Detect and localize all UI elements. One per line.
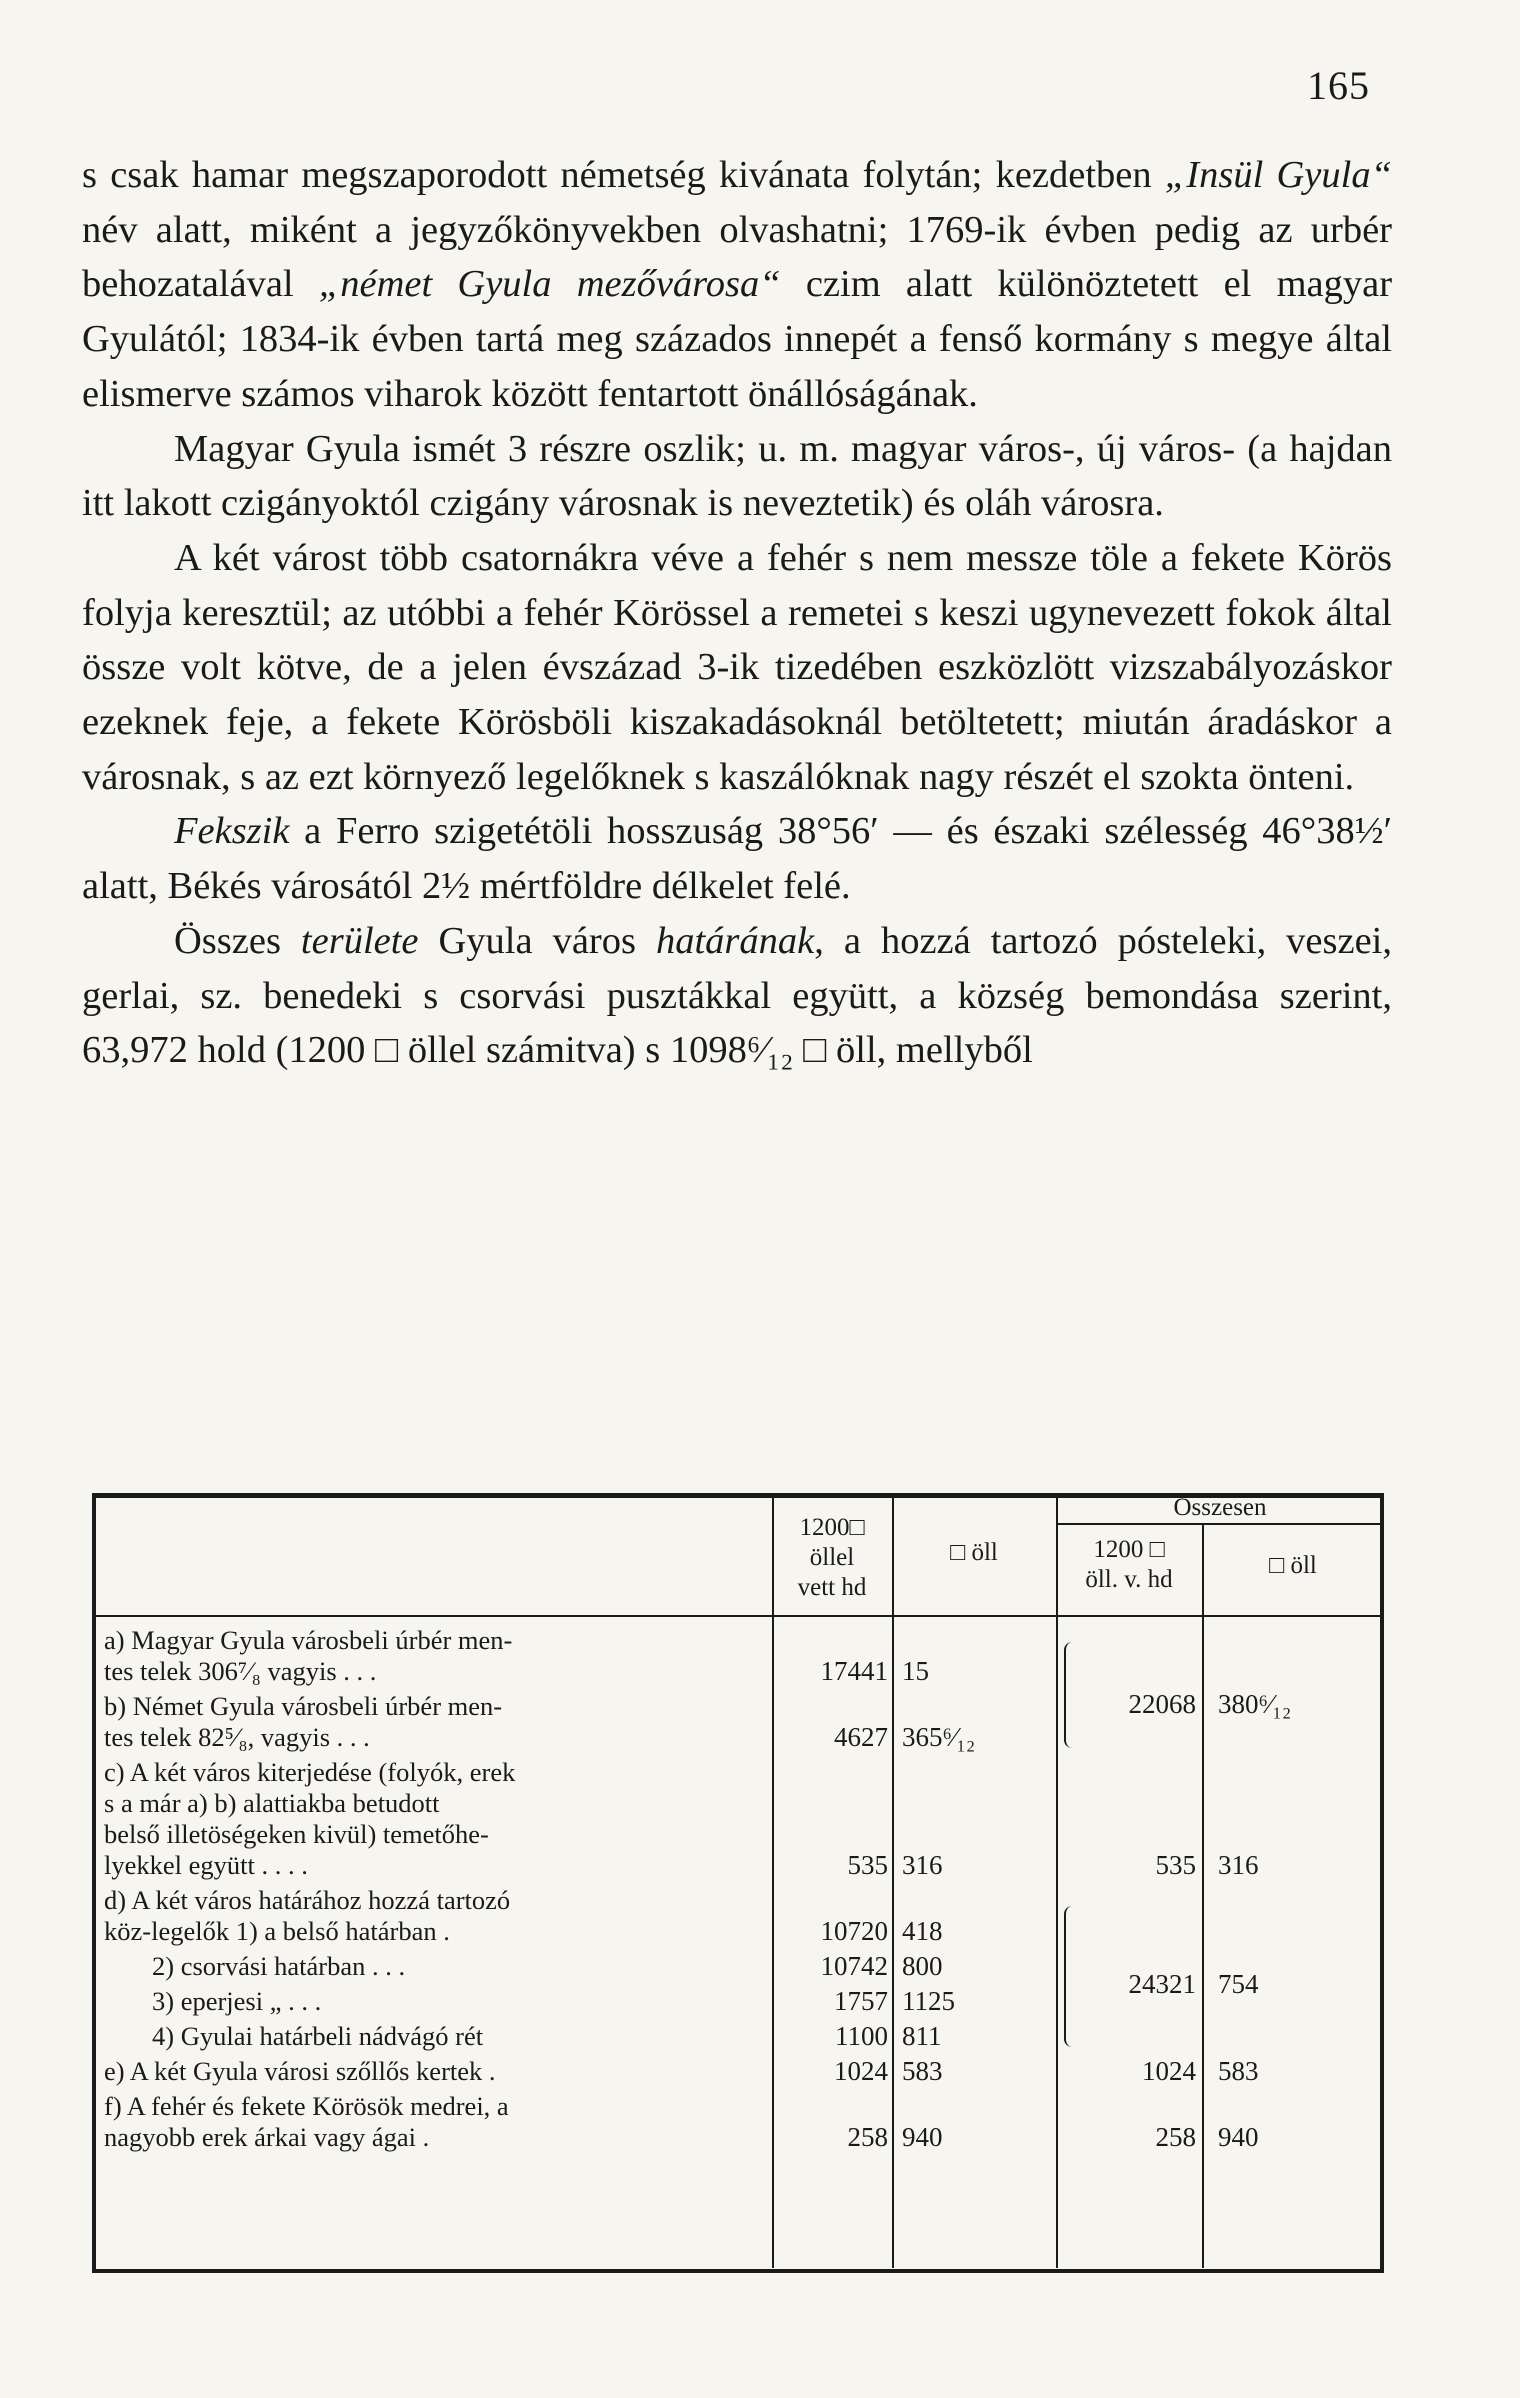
row-label: lyekkel együtt . . . . — [104, 1850, 308, 1880]
row-label: tes telek 306⁷⁄₈ vagyis . . . — [104, 1656, 377, 1686]
page-number: 165 — [1307, 63, 1370, 108]
cell-hold: 4627 — [834, 1722, 888, 1752]
total-hold: 535 — [1155, 1850, 1196, 1880]
total-hold: 24321 — [1128, 1968, 1196, 1999]
row-label: 2) csorvási határban . . . — [152, 1951, 406, 1981]
total-oll: 754 — [1218, 1968, 1259, 1999]
cell-oll: 418 — [902, 1916, 943, 1946]
cell-hold: 1100 — [835, 2021, 888, 2051]
total-hold: 22068 — [1128, 1689, 1196, 1719]
row-label: nagyobb erek árkai vagy ágai . — [104, 2122, 430, 2152]
emphasis-text: Fekszik — [174, 810, 290, 853]
paragraph — [82, 914, 1392, 1078]
paragraph — [82, 804, 1392, 913]
paragraph — [82, 531, 1392, 805]
row-label: 4) Gyulai határbeli nádvágó rét — [152, 2021, 484, 2051]
cell-oll: 811 — [902, 2021, 942, 2051]
total-hold: 258 — [1155, 2122, 1196, 2152]
paragraph-text: Magyar Gyula ismét 3 részre oszlik; u. m. magyar város-, új város- (a hajdan itt lakott czigányoktól czigány városnak is neveztetik) és oláh városra. — [82, 427, 1392, 525]
table-right-border — [1380, 1493, 1384, 2273]
cell-oll: 583 — [902, 2056, 943, 2086]
header-col3-line: öll. v. hd — [1085, 1566, 1173, 1593]
paragraph-text: czim alatt különöztetett el magyar Gyulától; 1834-ik évben tartá meg százados innepét a fenső kormány s megye által elismerve számos viharok között fentartott önállóságának. — [82, 263, 1393, 415]
header-subrule — [1056, 1523, 1382, 1525]
paragraph — [82, 148, 1392, 422]
header-group: Összesen — [1173, 1494, 1267, 1521]
header-col1-line: öllel — [809, 1544, 855, 1571]
row-label: köz-legelők 1) a belső határban . — [104, 1916, 450, 1946]
col-divider — [1202, 1523, 1204, 2268]
emphasis-text: „Insül Gyula“ — [1164, 154, 1392, 196]
row-label: d) A két város határához hozzá tartozó — [104, 1885, 511, 1915]
header-col2: □ öll — [950, 1539, 998, 1566]
body-text — [82, 148, 1392, 1078]
cell-hold: 10742 — [820, 1951, 888, 1981]
total-hold: 1024 — [1142, 2056, 1196, 2086]
row-label: c) A két város kiterjedése (folyók, erek — [104, 1757, 516, 1787]
paragraph-text: , a hozzá tartozó pósteleki, veszei, gerlai, sz. benedeki s csorvási pusztákkal együtt, a község bemondása szerint, 63,972 hold (1200 □ öllel számitva) s 1098⁶⁄₁₂ □ öll, mellyből — [82, 919, 1392, 1072]
cell-oll: 1125 — [902, 1986, 955, 2016]
emphasis-text: „német Gyula mezővárosa“ — [318, 263, 781, 306]
col-divider — [892, 1493, 894, 2268]
cell-oll: 15 — [902, 1656, 929, 1686]
cell-oll: 365⁶⁄₁₂ — [902, 1722, 976, 1752]
cell-hold: 17441 — [820, 1656, 888, 1686]
paragraph-text: Gyula város — [418, 919, 656, 962]
row-label: e) A két Gyula városi szőllős kertek . — [104, 2056, 496, 2086]
emphasis-text: területe — [300, 919, 419, 962]
paragraph-text: s csak hamar megszaporodott németség kivánata folytán; kezdetben — [82, 154, 1165, 196]
cell-oll: 800 — [902, 1951, 943, 1981]
grouping-brace — [1064, 1642, 1076, 1748]
row-label: f) A fehér és fekete Körösök medrei, a — [104, 2091, 509, 2121]
paragraph — [82, 422, 1392, 531]
paragraph-text: név alatt, miként a jegyzőkönyvekben olvashatni; 1769-ik évben pedig az urbér behozatalával — [82, 208, 1392, 306]
row-label: s a már a) b) alattiakba betudott — [104, 1788, 440, 1818]
table-bottom-rule — [92, 2269, 1384, 2273]
total-oll: 380⁶⁄₁₂ — [1218, 1689, 1292, 1719]
paragraph-text: a Ferro szigetétöli hosszuság 38°56′ — és északi szélesség 46°38½′ alatt, Békés városától 2½ mértföldre délkelet felé. — [82, 810, 1392, 908]
cell-hold: 258 — [847, 2122, 888, 2152]
cell-oll: 316 — [902, 1850, 943, 1880]
row-label: b) Német Gyula városbeli úrbér men- — [104, 1691, 503, 1721]
area-table — [92, 1493, 1384, 2273]
header-col1 — [772, 1513, 892, 1603]
header-bottom-rule — [92, 1615, 1384, 1617]
total-oll: 940 — [1218, 2122, 1259, 2152]
total-oll: 316 — [1218, 1850, 1259, 1880]
header-col3 — [1056, 1535, 1202, 1595]
cell-oll: 940 — [902, 2122, 943, 2152]
row-label: 3) eperjesi „ . . . — [152, 1986, 322, 2016]
paragraph-text: Összes — [174, 919, 301, 962]
row-label: a) Magyar Gyula városbeli úrbér men- — [104, 1625, 513, 1655]
grouping-brace — [1064, 1906, 1076, 2047]
header-col1-line: 1200□ — [799, 1514, 865, 1541]
cell-hold: 1024 — [834, 2056, 888, 2086]
header-col4: □ öll — [1269, 1552, 1317, 1579]
header-col1-line: vett hd — [797, 1574, 867, 1601]
total-oll: 583 — [1218, 2056, 1259, 2086]
cell-hold: 535 — [847, 1850, 888, 1880]
row-label: tes telek 82⁵⁄₈, vagyis . . . — [104, 1722, 370, 1752]
header-col3-line: 1200 □ — [1093, 1536, 1165, 1563]
cell-hold: 1757 — [834, 1986, 888, 2016]
row-label: belső illetöségeken kivül) temetőhe- — [104, 1819, 489, 1849]
paragraph-text: A két várost több csatornákra véve a fehér s nem messze töle a fekete Körös folyja keresztül; az utóbbi a fehér Körössel a remetei s keszi ugynevezett fokok által össze volt kötve, de a jelen évszázad 3-ik tizedében eszközlött vizszabályozáskor ezeknek feje, a fekete Körösböli kiszakadásoknál betöltetett; miután áradáskor a városnak, s az ezt környező legelőknek s kaszálóknak nagy részét el szokta önteni. — [82, 536, 1392, 798]
table-left-border — [92, 1493, 96, 2273]
cell-hold: 10720 — [820, 1916, 888, 1946]
emphasis-text: határának — [655, 919, 815, 962]
